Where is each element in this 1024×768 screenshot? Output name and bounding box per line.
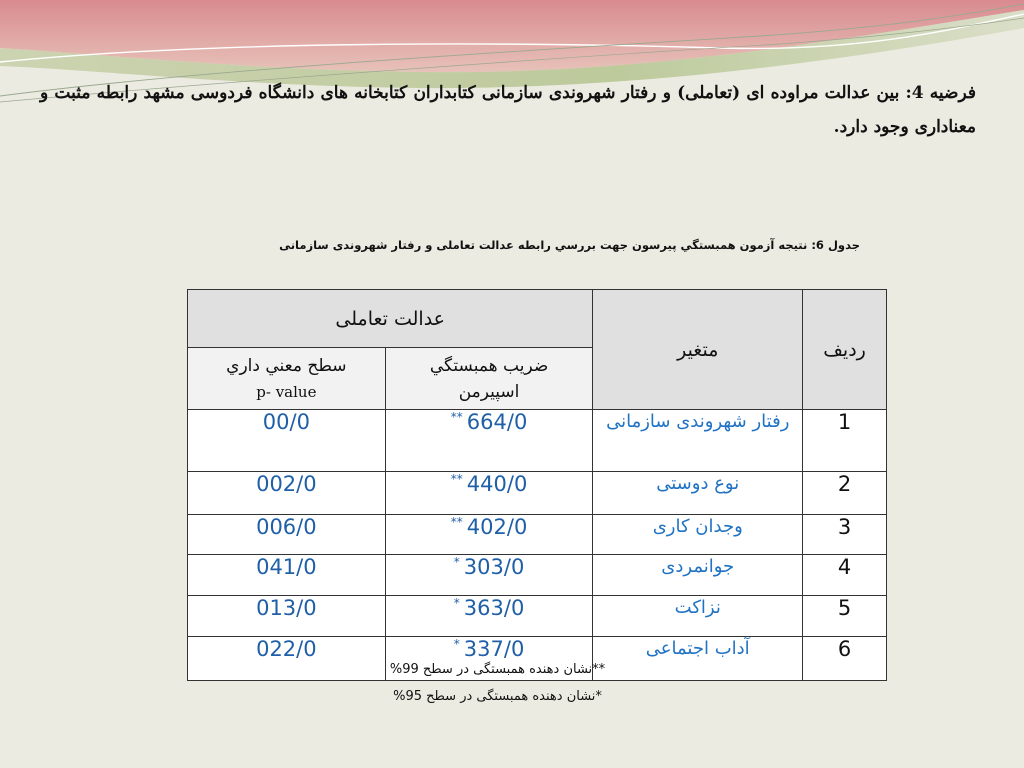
header-sig-line1: سطح معني داري: [226, 355, 347, 376]
row-number: 2: [803, 472, 887, 514]
row-variable: وجدان کاری: [593, 514, 803, 554]
hypothesis-text: فرضیه 4: بین عدالت مراوده ای (تعاملی) و رفتار شهروندی سازمانی کتابداران کتابخانه های دانشگاه فردوسی مشهد رابطه مثبت و معناداری وجود دارد.: [40, 83, 976, 137]
row-number: 4: [803, 554, 887, 595]
footnote-single-star: *نشان دهنده همبستگی در سطح 95%: [393, 689, 602, 704]
row-number: 5: [803, 595, 887, 636]
coefficient-value: 363/0: [463, 595, 525, 620]
correlation-table: [187, 289, 887, 681]
row-variable: جوانمردی: [593, 554, 803, 595]
significance-stars: *: [453, 595, 460, 610]
significance-stars: **: [450, 514, 463, 529]
header-sig-line2: p- value: [256, 382, 317, 401]
table-row: [188, 554, 887, 595]
row-number: 6: [803, 636, 887, 680]
significance-stars: *: [453, 554, 460, 569]
row-number: 3: [803, 514, 887, 554]
row-p-value: 006/0: [188, 514, 386, 554]
header-coef-line1: ضريب همبستگي: [429, 355, 549, 376]
row-variable: رفتار شهروندی سازمانی: [593, 410, 803, 472]
table-caption: جدول 6: نتیجه آزمون همبستگي پيرسون جهت بررسي رابطه عدالت تعاملی و رفتار شهروندی سازمانی: [279, 238, 860, 252]
significance-stars: **: [450, 472, 463, 487]
coefficient-value: 664/0: [466, 410, 528, 435]
coefficient-value: 402/0: [466, 514, 528, 539]
header-row-number: ردیف: [803, 290, 887, 410]
row-p-value: 013/0: [188, 595, 386, 636]
table-row: [188, 514, 887, 554]
header-spearman-coefficient: [385, 348, 593, 410]
table-row: [188, 595, 887, 636]
row-coefficient: [385, 514, 593, 554]
row-coefficient: [385, 472, 593, 514]
footnote-double-star: **نشان دهنده همبستگی در سطح 99%: [389, 662, 606, 677]
row-variable: آداب اجتماعی: [593, 636, 803, 680]
row-variable: نوع دوستی: [593, 472, 803, 514]
table-row: [188, 472, 887, 514]
row-p-value: 00/0: [188, 410, 386, 472]
table-row: [188, 410, 887, 472]
coefficient-value: 337/0: [463, 636, 525, 661]
row-coefficient: [385, 595, 593, 636]
row-p-value: 002/0: [188, 472, 386, 514]
row-p-value: 022/0: [188, 636, 386, 680]
header-significance: [188, 348, 386, 410]
significance-stars: *: [453, 636, 460, 651]
row-number: 1: [803, 410, 887, 472]
header-coef-line2: اسپيرمن: [458, 381, 520, 402]
coefficient-value: 303/0: [463, 554, 525, 579]
row-coefficient: [385, 554, 593, 595]
significance-stars: **: [450, 410, 463, 425]
row-p-value: 041/0: [188, 554, 386, 595]
row-variable: نزاکت: [593, 595, 803, 636]
header-interactional-justice: عدالت تعاملی: [188, 290, 593, 348]
header-variable: متغیر: [593, 290, 803, 410]
row-coefficient: [385, 410, 593, 472]
coefficient-value: 440/0: [466, 472, 528, 497]
